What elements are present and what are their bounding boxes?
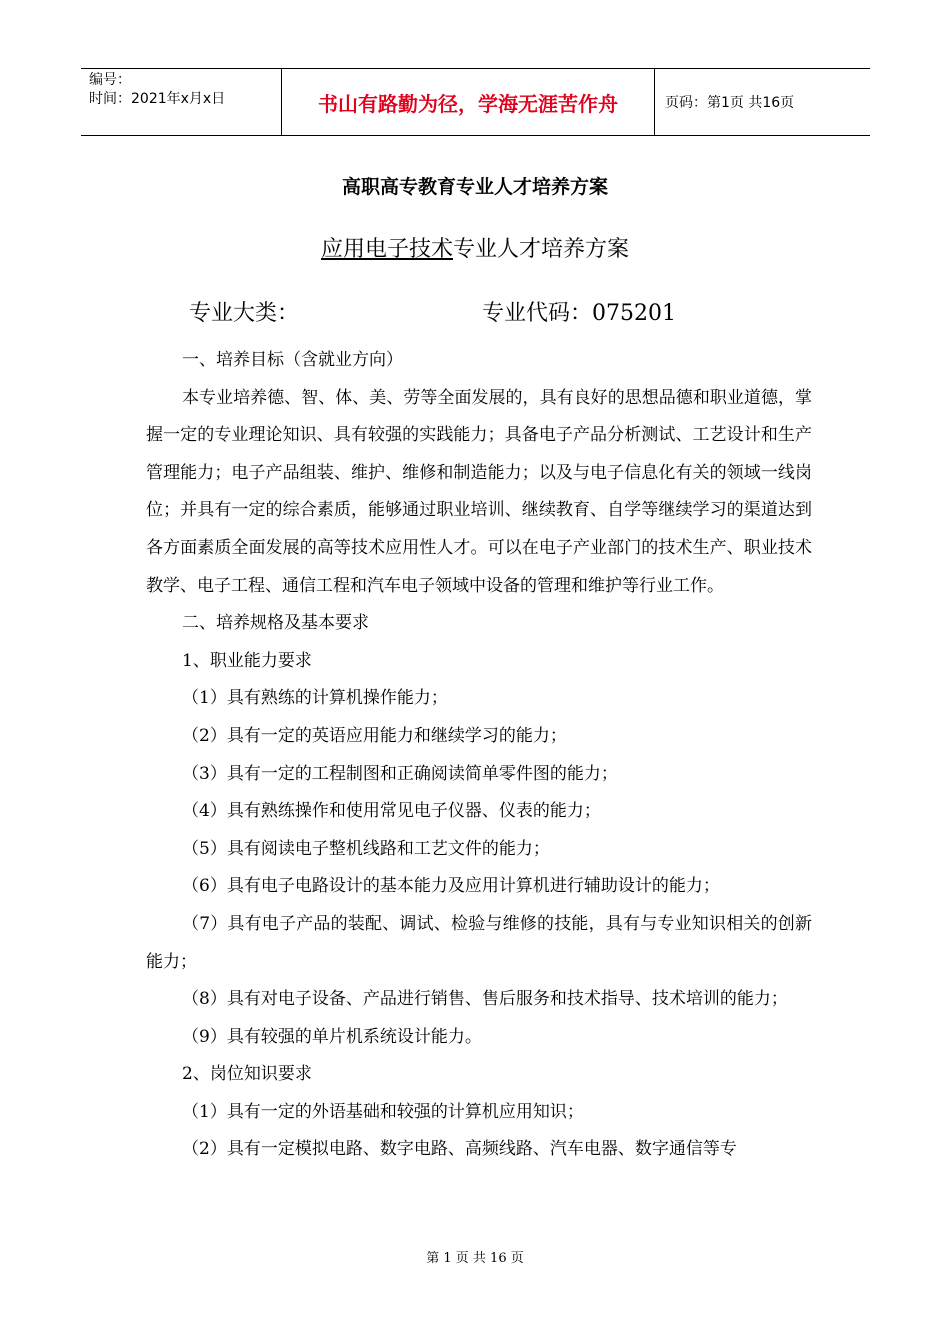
document-title: 高职高专教育专业人才培养方案 — [341, 176, 608, 198]
body-paragraph: 本专业培养德、智、体、美、劳等全面发展的，具有良好的思想品德和职业道德，掌握一定的专业理论知识、具有较强的实践能力；具备电子产品分析测试、工艺设计和生产管理能力；电子产品组装、维护、维修和制造能力；以及与电子信息化有关的领域一线岗位；并具有一定的综合素质，能够通过职业培训、继续教育、自学等继续学习的渠道达到各方面素质全面发展的高等技术应用性人才。可以在电子产业部门的技术生产、职业技术教学、电子工程、通信工程和汽车电子领域中设备的管理和维护等行业工作。 — [146, 387, 812, 596]
subsection-heading: 1、职业能力要求 — [182, 650, 312, 671]
list-item: （5）具有阅读电子整机线路和工艺文件的能力； — [182, 838, 550, 859]
header-meta-cell — [81, 69, 281, 135]
list-item: （9）具有较强的单片机系统设计能力。 — [182, 1026, 482, 1047]
list-item: （1）具有熟练的计算机操作能力； — [182, 688, 448, 709]
list-item: （1）具有一定的外语基础和较强的计算机应用知识； — [182, 1101, 584, 1122]
major-code-label: 专业代码：075201 — [482, 301, 676, 326]
list-item: （6）具有电子电路设计的基本能力及应用计算机进行辅助设计的能力； — [182, 876, 720, 897]
document-body — [146, 342, 812, 1169]
list-item: （4）具有熟练操作和使用常见电子仪器、仪表的能力； — [182, 801, 601, 822]
document-date-label: 时间：2021年x月x日 — [89, 91, 226, 107]
document-subtitle — [0, 232, 950, 263]
subsection-heading: 2、岗位知识要求 — [182, 1064, 312, 1085]
page-header — [81, 68, 870, 136]
list-item: （2）具有一定的英语应用能力和继续学习的能力； — [182, 725, 567, 746]
subtitle-major-name: 应用电子技术 — [320, 237, 453, 262]
page-footer: 第 1 页 共 16 页 — [426, 1251, 524, 1266]
list-item: （2）具有一定模拟电路、数字电路、高频线路、汽车电器、数字通信等专 — [182, 1139, 737, 1160]
subtitle-rest: 专业人才培养方案 — [453, 237, 630, 262]
header-motto: 书山有路勤为径，学海无涯苦作舟 — [281, 69, 655, 135]
list-item: （7）具有电子产品的装配、调试、检验与维修的技能，具有与专业知识相关的创新能力； — [146, 913, 812, 972]
header-page-info: 页码：第1页 共16页 — [665, 95, 795, 111]
list-item: （8）具有对电子设备、产品进行销售、售后服务和技术指导、技术培训的能力； — [182, 989, 788, 1010]
section-heading: 一、培养目标（含就业方向） — [182, 350, 403, 370]
list-item: （3）具有一定的工程制图和正确阅读简单零件图的能力； — [182, 763, 618, 784]
section-heading: 二、培养规格及基本要求 — [182, 613, 369, 634]
category-label: 专业大类： — [189, 301, 300, 326]
document-number-label: 编号： — [89, 72, 131, 88]
